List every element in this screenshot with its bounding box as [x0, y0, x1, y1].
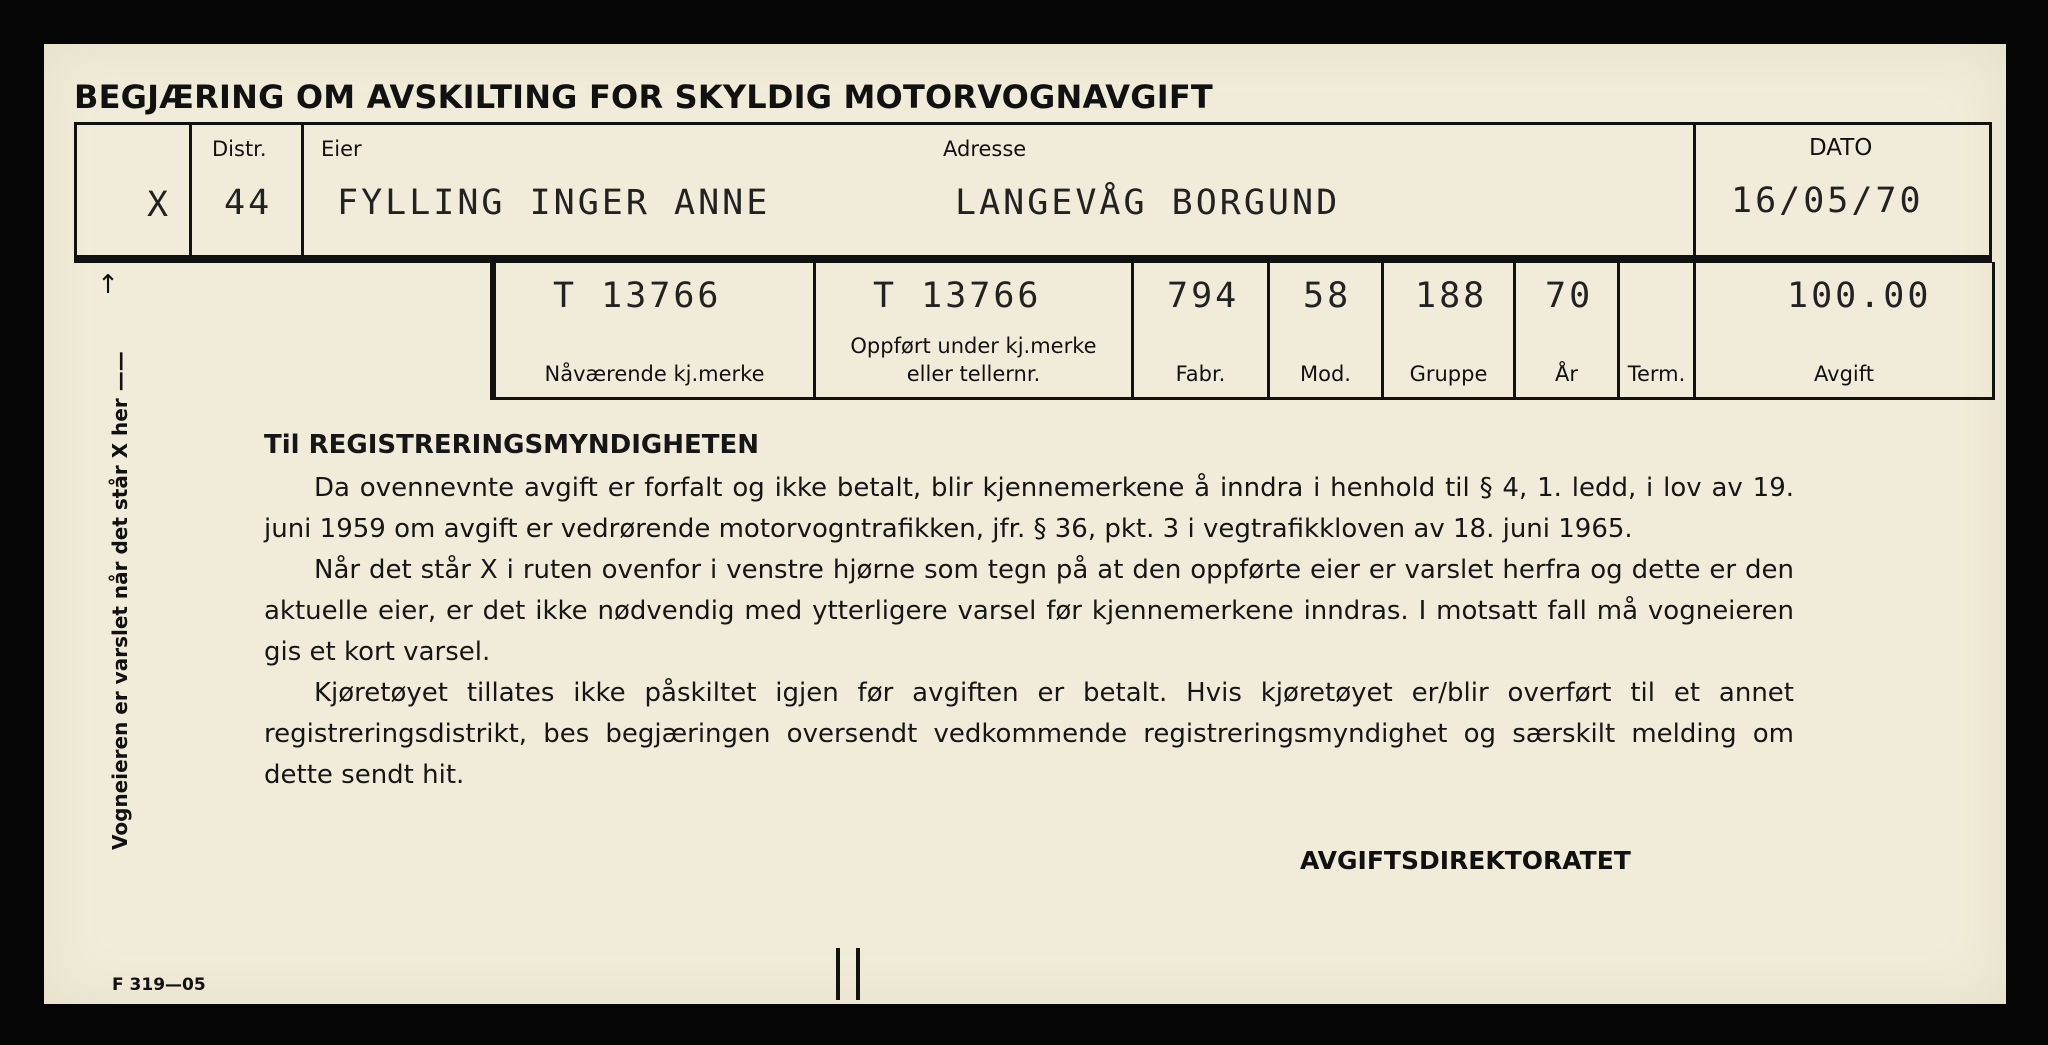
current-plate-label: Nåværende kj.merke: [544, 362, 765, 386]
avgift-label: Avgift: [1814, 362, 1874, 386]
fabr-value: 794: [1167, 276, 1240, 316]
owner-table: [74, 122, 1992, 258]
ar-label: År: [1555, 362, 1578, 386]
side-note: [88, 270, 132, 850]
body-paragraph-1: Da ovennevnte avgift er forfalt og ikke betalt, blir kjennemerkene å inndra i henhold til § 4, 1. ledd, i lov av 19. juni 1959 om avgift er vedrørende motorvogntrafikken, jfr. § 36, pkt. 3 i vegtrafikkloven av 18. juni 1965.: [264, 473, 1794, 544]
registered-plate-label: Oppført under kj.merke: [850, 334, 1097, 358]
side-note-text: Vogneieren er varslet når det står X her ——: [108, 351, 132, 850]
divider: [301, 125, 304, 255]
eier-label: Eier: [321, 137, 362, 161]
gruppe-label: Gruppe: [1409, 362, 1488, 386]
adresse-value: LANGEVÅG BORGUND: [955, 183, 1341, 223]
divider: [189, 125, 192, 255]
tally-mark: [836, 948, 840, 1000]
fabr-label: Fabr.: [1175, 362, 1226, 386]
body-text: [264, 425, 1794, 796]
tally-mark: [856, 948, 860, 1000]
avgift-value: 100.00: [1787, 276, 1932, 316]
divider: [1693, 125, 1696, 255]
registered-plate-value: T 13766: [873, 276, 1042, 316]
registered-plate-label-2: eller tellernr.: [906, 362, 1041, 386]
notified-mark: X: [147, 185, 169, 225]
signature: AVGIFTSDIREKTORATET: [1300, 846, 1631, 875]
eier-value: FYLLING INGER ANNE: [337, 183, 771, 223]
mod-value: 58: [1303, 276, 1352, 316]
term-label: Term.: [1627, 362, 1686, 386]
side-note-label: Vogneieren er varslet når det står X her: [108, 398, 132, 850]
distr-label: Distr.: [212, 137, 267, 161]
body-heading: Til REGISTRERINGSMYNDIGHETEN: [264, 430, 760, 460]
body-paragraph-2: Når det står X i ruten ovenfor i venstre hjørne som tegn på at den oppførte eier er varslet herfra og dette er den aktuelle eier, er det ikke nødvendig med ytterligere varsel før kjennemerkene inndras. I motsatt fall må vogneieren gis et kort varsel.: [264, 555, 1794, 667]
adresse-label: Adresse: [943, 137, 1027, 161]
arrow-up-icon: ↑: [97, 270, 119, 300]
distr-value: 44: [224, 183, 273, 223]
form-number: F 319—05: [112, 975, 206, 995]
vehicle-table: [490, 262, 1995, 400]
dato-value: 16/05/70: [1731, 181, 1924, 221]
gruppe-value: 188: [1415, 276, 1488, 316]
mod-label: Mod.: [1300, 362, 1351, 386]
current-plate-value: T 13766: [553, 276, 722, 316]
tally-marks: [834, 948, 874, 1000]
body-paragraph-3: Kjøretøyet tillates ikke påskiltet igjen før avgiften er betalt. Hvis kjøretøyet er/blir overført til et annet registreringsdistrikt, bes begjæringen oversendt vedkommende registreringsmyndighet og særskilt melding om dette sendt hit.: [264, 678, 1794, 790]
document-title: BEGJÆRING OM AVSKILTING FOR SKYLDIG MOTORVOGNAVGIFT: [74, 78, 1213, 116]
dato-label: DATO: [1809, 135, 1873, 161]
ar-value: 70: [1545, 276, 1594, 316]
